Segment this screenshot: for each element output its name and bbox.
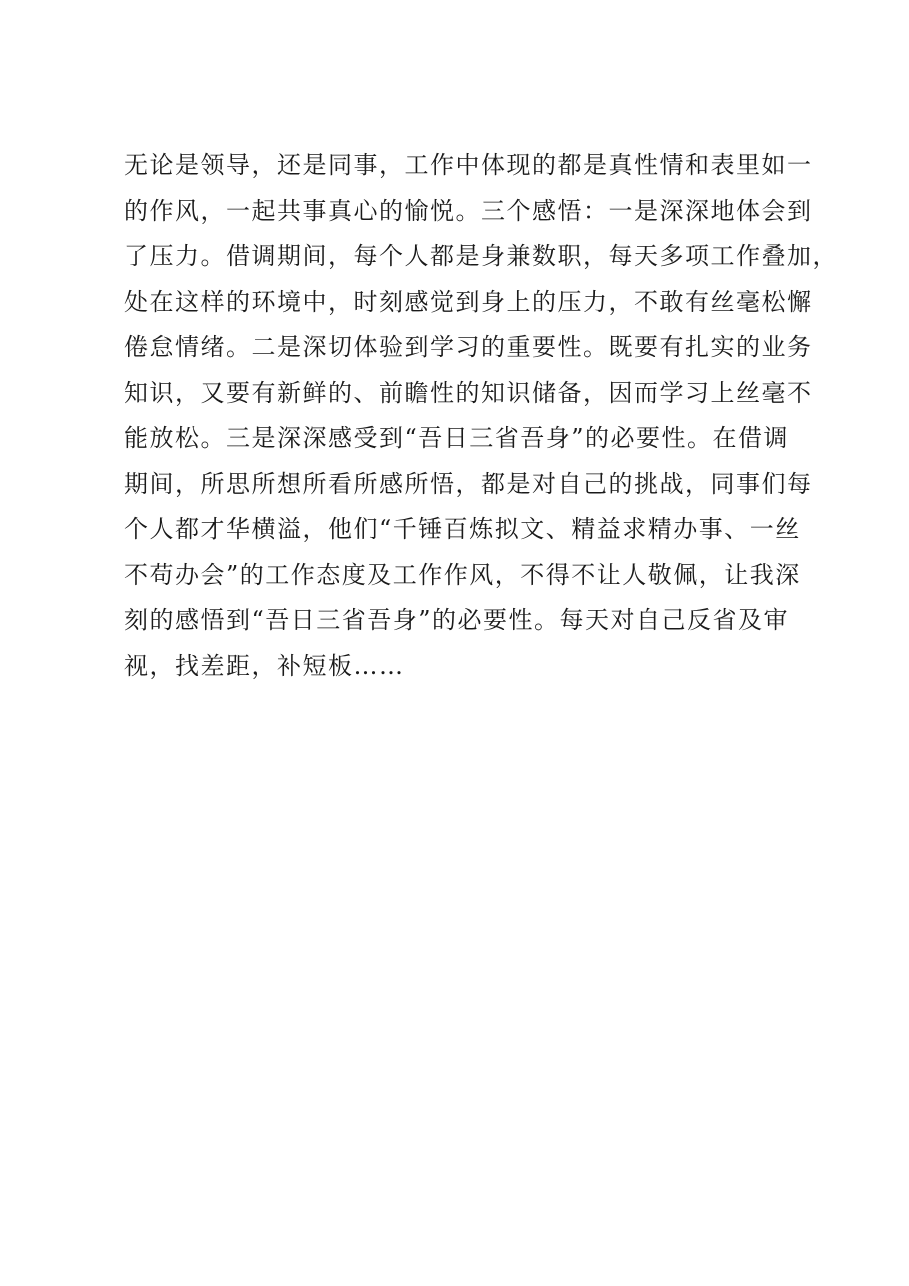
body-paragraph bbox=[124, 143, 838, 689]
text-line: 的作风，一起共事真心的愉悦。三个感悟：一是深深地体会到 bbox=[124, 196, 813, 225]
text-line: 了压力。借调期间，每个人都是身兼数职，每天多项工作叠加， bbox=[124, 242, 838, 270]
text-line: 不苟办会”的工作态度及工作作风，不得不让人敬佩，让我深 bbox=[124, 560, 801, 589]
text-line: 期间，所思所想所看所感所悟，都是对自己的挑战，同事们每 bbox=[124, 469, 813, 498]
text-line: 刻的感悟到“吾日三省吾身”的必要性。每天对自己反省及审 bbox=[124, 606, 790, 634]
text-line: 个人都才华横溢，他们“千锤百炼拟文、精益求精办事、一丝 bbox=[124, 515, 801, 543]
text-line: 能放松。三是深深感受到“吾日三省吾身”的必要性。在借调 bbox=[124, 424, 790, 452]
text-line: 处在这样的环境中，时刻感觉到身上的压力，不敢有丝毫松懈 bbox=[124, 287, 813, 316]
text-line: 倦怠情绪。二是深切体验到学习的重要性。既要有扎实的业务 bbox=[124, 333, 813, 361]
text-line: 知识，又要有新鲜的、前瞻性的知识储备，因而学习上丝毫不 bbox=[124, 378, 813, 407]
text-line: 无论是领导，还是同事，工作中体现的都是真性情和表里如一 bbox=[124, 151, 813, 179]
text-line: 视，找差距，补短板…… bbox=[124, 651, 405, 680]
